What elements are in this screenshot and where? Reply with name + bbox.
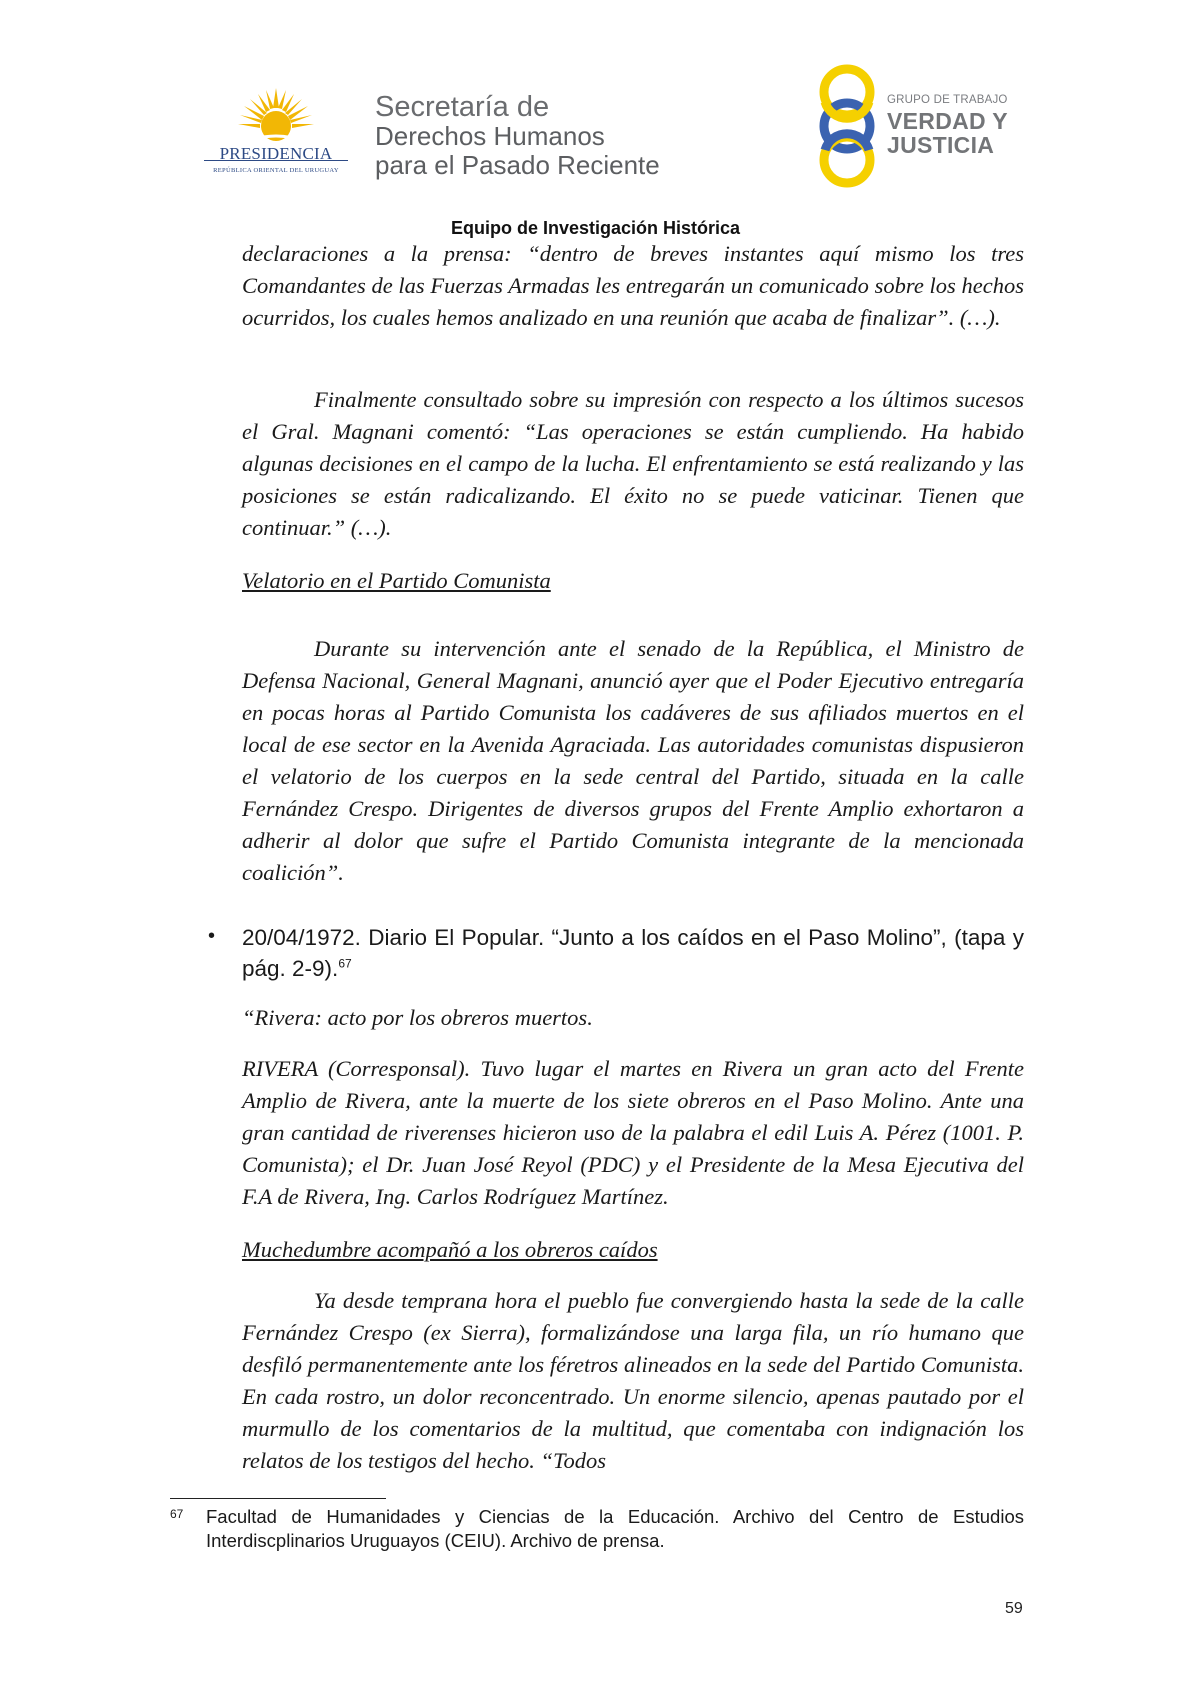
section-heading-muchedumbre: Muchedumbre acompañó a los obreros caídos: [242, 1237, 658, 1262]
secretaria-line-2: Derechos Humanos: [375, 121, 605, 151]
verdad-label: VERDAD Y: [887, 108, 1008, 134]
secretaria-line-3: para el Pasado Reciente: [375, 150, 660, 180]
team-title: Equipo de Investigación Histórica: [450, 218, 741, 238]
presidencia-subtitle: REPÚBLICA ORIENTAL DEL URUGUAY: [213, 167, 339, 174]
verdad-justicia-logo: [812, 64, 1022, 188]
footnote-number: 67: [170, 1507, 184, 1521]
paragraph-6: Ya desde temprana hora el pueblo fue convergiendo hasta la sede de la calle Fernández Crespo (ex Sierra), formalizándose una larga fila, un río humano que desfiló permanentemente ante los féretros alineados en la sede del Partido Comunista. En cada rostro, un dolor reconcentrado. Un enorme silencio, apenas pautado por el murmullo de los comentarios de la multitud, que comentaba con indignación los relatos de los testigos del hecho. “Todos: [242, 1288, 1024, 1473]
footnote-text: Facultad de Humanidades y Ciencias de la Educación. Archivo del Centro de Estudios Interdiscplinarios Uruguayos (CEIU). Archivo de prensa.: [206, 1506, 1024, 1551]
grupo-label: GRUPO DE TRABAJO: [887, 94, 1008, 106]
secretaria-logo: [375, 92, 660, 180]
bullet-entry-text: 20/04/1972. Diario El Popular. “Junto a los caídos en el Paso Molino”, (tapa y pág. 2-9).: [242, 925, 1024, 981]
presidencia-logo: [196, 86, 356, 178]
bullet-marker: •: [208, 925, 216, 947]
footnote-reference[interactable]: 67: [338, 956, 352, 971]
paragraph-4: “Rivera: acto por los obreros muertos.: [242, 1005, 593, 1030]
interlocked-rings-icon: [812, 64, 882, 188]
paragraph-2: Finalmente consultado sobre su impresión con respecto a los últimos sucesos el Gral. Magnani comentó: “Las operaciones se están cumpliendo. Ha habido algunas decisiones en el campo de la lucha. El enfrentamiento se está realizando y las posiciones se están radicalizando. El éxito no se puede vaticinar. Tienen que continuar.” (…).: [242, 387, 1024, 540]
paragraph-5: RIVERA (Corresponsal). Tuvo lugar el martes en Rivera un gran acto del Frente Amplio de Rivera, ante la muerte de los siete obreros en el Paso Molino. Ante una gran cantidad de riverenses hicieron uso de la palabra el edil Luis A. Pérez (1001. P. Comunista); el Dr. Juan José Reyol (PDC) y el Presidente de la Mesa Ejecutiva del F.A de Rivera, Ing. Carlos Rodríguez Martínez.: [242, 1056, 1024, 1209]
page-number: 59: [1005, 1600, 1023, 1617]
bullet-entry: [242, 922, 1024, 984]
presidencia-name: PRESIDENCIA: [219, 144, 333, 163]
secretaria-line-1: Secretaría de: [375, 91, 550, 123]
footnote-rule: [170, 1498, 386, 1499]
paragraph-3: Durante su intervención ante el senado de la República, el Ministro de Defensa Nacional, General Magnani, anunció ayer que el Poder Ejecutivo entregaría en pocas horas al Partido Comunista los cadáveres de sus afiliados muertos en el local de ese sector en la Avenida Agraciada. Las autoridades comunistas dispusieron el velatorio de los cuerpos en la sede central del Partido, situada en la calle Fernández Crespo. Dirigentes de diversos grupos del Frente Amplio exhortaron a adherir al dolor que sufre el Partido Comunista integrante de la mencionada coalición”.: [242, 636, 1024, 885]
paragraph-1: declaraciones a la prensa: “dentro de breves instantes aquí mismo los tres Comandantes de las Fuerzas Armadas les entregarán un comunicado sobre los hechos ocurridos, los cuales hemos analizado en una reunión que acaba de finalizar”. (…).: [242, 241, 1024, 330]
justicia-label: JUSTICIA: [887, 132, 995, 158]
section-heading-velatorio: Velatorio en el Partido Comunista: [242, 568, 551, 593]
sun-icon: [236, 86, 316, 144]
